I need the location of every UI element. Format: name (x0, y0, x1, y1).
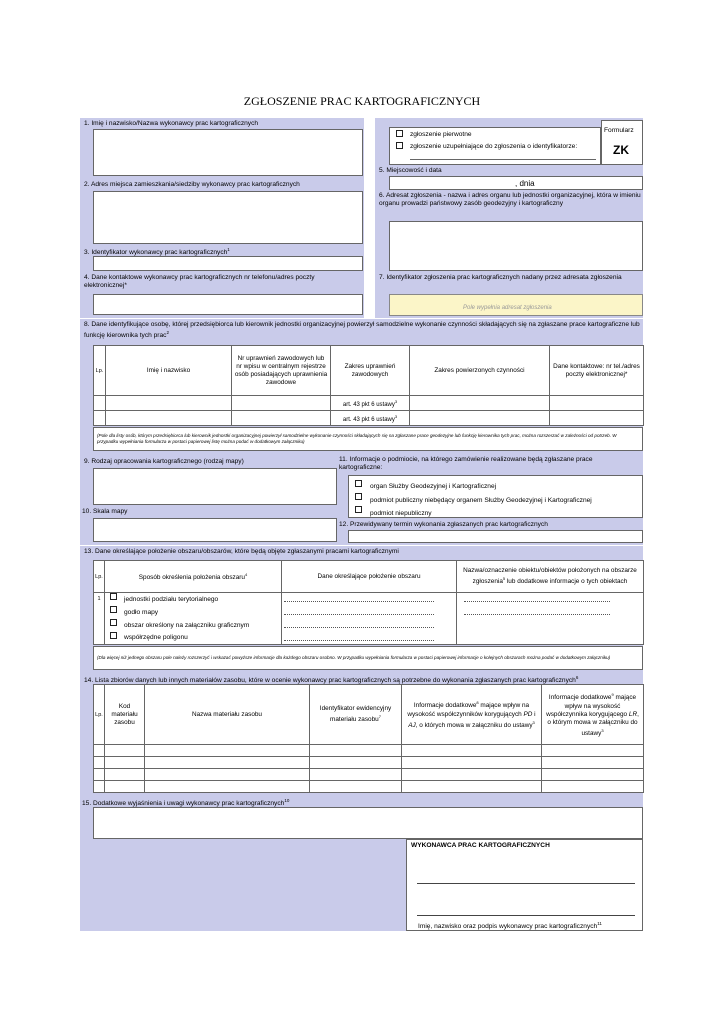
s15-field[interactable] (93, 807, 643, 839)
s13-col-nazwa (457, 561, 644, 593)
cell[interactable] (105, 781, 145, 793)
s8-col-kontakt: Dane kontaktowe: nr tel./adres poczty elektronicznej* (550, 346, 644, 396)
cell[interactable] (542, 757, 644, 769)
s14-sup: 6 (575, 675, 579, 680)
cell[interactable] (310, 745, 402, 757)
s13-opt-3: obszar określony na załączniku graficznym (124, 622, 250, 629)
cell[interactable] (94, 396, 106, 411)
cell[interactable] (105, 745, 145, 757)
s14-info9-sup: 9 (611, 692, 614, 698)
cell[interactable] (402, 745, 542, 757)
cell[interactable] (542, 769, 644, 781)
cell[interactable] (232, 411, 331, 426)
s13-row-no: 1 (94, 593, 105, 645)
s14-col-info9 (542, 685, 644, 745)
wykonawca-line-2[interactable] (417, 915, 635, 916)
art-text: art. 43 pkt 6 ustawy (342, 416, 395, 423)
s13-note: (Dla więcej niż jednego obszaru pole należy rozszerzyć i wskazać powyższe informacje dla każdego obszaru osobno. W przypadku wypełniania formularza w postaci papierowej informacje o kolejnych obszarach można podać w dodatkowym załączniku) (97, 655, 611, 660)
s9-field[interactable] (93, 468, 337, 505)
s8-table (93, 345, 644, 426)
formularz-code: ZK (613, 143, 629, 157)
s14-col-ident (310, 685, 402, 745)
wykonawca-sig (418, 920, 602, 931)
s13-opt-4: współrzędne poligonu (124, 634, 188, 641)
s14-info8-sup: 8 (476, 700, 479, 706)
s13-label: 13. Dane określające położenie obszaru/obszarów, które będą objęte zgłaszanymi pracami kartograficznymi (84, 548, 399, 555)
dots-dane-2[interactable] (284, 614, 434, 615)
s14-info8-b: mające wpływ na wysokość współczynników korygujących (407, 702, 530, 718)
cell[interactable] (94, 757, 105, 769)
table-row[interactable] (94, 396, 644, 411)
art-sup: 3 (394, 413, 398, 419)
s8-col-lp: Lp. (94, 346, 106, 396)
s8-col-czyn: Zakres powierzonych czynności (410, 346, 550, 396)
s14-info9-b: mające wpływ na wysokość współczynnika korygującego (546, 694, 637, 718)
art-cell (331, 411, 410, 426)
s14-aj: AJ (408, 721, 416, 729)
checkbox-s13-jednostki[interactable] (110, 593, 117, 600)
s14-pd: PD (523, 710, 533, 718)
s14-info8-sup2: 3 (532, 719, 535, 725)
wykonawca-label: WYKONAWCA PRAC KARTOGRAFICZNYCH (411, 842, 550, 849)
cell[interactable] (145, 769, 310, 781)
table-row[interactable] (94, 757, 644, 769)
s8-label (84, 321, 642, 340)
s4-field[interactable] (93, 294, 363, 315)
s3-text: 3. Identyfikator wykonawcy prac kartograficznych (84, 249, 228, 257)
s1-label: 1. Imię i nazwisko/Nazwa wykonawcy prac kartograficznych (84, 120, 259, 127)
s10-label: 10. Skala mapy (82, 508, 128, 515)
s14-info8-c: , o których mowa w załączniku do ustawy (415, 721, 533, 729)
s7-label: 7. Identyfikator zgłoszenia prac kartograficznych nadany przez adresata zgłoszenia (379, 274, 622, 281)
table-row[interactable] (94, 411, 644, 426)
art-sup: 3 (394, 398, 398, 404)
checkbox-s13-wspolrzedne[interactable] (110, 632, 117, 639)
opt-supp-label: zgłoszenie uzupełniające do zgłoszenia o identyfikatorze: (410, 143, 578, 150)
s11-opt-3: podmiot niepubliczny (370, 510, 432, 517)
wykonawca-sig-text: Imię, nazwisko oraz podpis wykonawcy prac kartograficznych (418, 923, 598, 931)
art-cell (331, 396, 410, 411)
formularz-label: Formularz (604, 127, 634, 134)
cell[interactable] (310, 781, 402, 793)
cell[interactable] (402, 781, 542, 793)
s2-field[interactable] (93, 191, 363, 244)
s14-header-row (94, 685, 644, 745)
cell[interactable] (550, 396, 644, 411)
s13-header-row (94, 561, 644, 593)
wykonawca-line-1[interactable] (417, 883, 635, 884)
s13-col-lp: Lp. (94, 561, 105, 593)
cell[interactable] (542, 745, 644, 757)
s8-col-reg: Nr uprawnień zawodowych lub nr wpisu w centralnym rejestrze osób posiadających uprawnienia zawodowe (232, 346, 331, 396)
s15-text: 15. Dodatkowe wyjaśnienia i uwagi wykonawcy prac kartograficznych (82, 800, 285, 808)
s4-label: 4. Dane kontaktowe wykonawcy prac kartograficznych nr telefonu/adres poczty elektronicznej* (84, 274, 315, 289)
s6-label: 6. Adresat zgłoszenia - nazwa i adres organu lub jednostki organizacyjnej, która w imieniu organu prowadzi państwowy zasób geodezyjny i kartograficzny (379, 192, 641, 207)
cell[interactable] (410, 411, 550, 426)
s13-col-dane: Dane określające położenie obszaru (282, 561, 457, 593)
cell[interactable] (550, 411, 644, 426)
cell[interactable] (94, 781, 105, 793)
s13-sposob-text: Sposób określenia położenia obszaru (138, 574, 245, 582)
s14-i: i (532, 710, 536, 718)
wykonawca-sig-sup: 11 (597, 921, 602, 926)
dots-nazwa-1[interactable] (464, 601, 610, 602)
cell[interactable] (94, 411, 106, 426)
s8-sup: 2 (166, 330, 169, 335)
s7-note: Pole wypełnia adresat zgłoszenia (463, 305, 552, 311)
s5-dnia: , dnia (515, 179, 535, 188)
cell[interactable] (145, 781, 310, 793)
table-row[interactable] (94, 769, 644, 781)
s14-col-lp: Lp. (94, 685, 105, 745)
s14-info9-a: Informacje dodatkowe (548, 694, 612, 702)
checkbox-supp[interactable] (396, 142, 403, 149)
checkbox-s11-private[interactable] (355, 506, 362, 513)
cell[interactable] (145, 745, 310, 757)
s10-field[interactable] (93, 518, 337, 542)
s13-opt-2: godło mapy (124, 609, 159, 616)
s13-nazwa-text: Nazwa/oznaczenie obiektu/obiektów położonych na obszarze zgłoszenia (463, 566, 637, 586)
s8-note: (Pole dla listy osób, którym przedsiębiorca lub kierownik jednostki organizacyjnej powierzył samodzielne wykonanie czynności składających się na zgłaszane prace geodezyjne lub funkcję kierownika tych prac, można rozszerzać w zależności od potrzeb. W przypadku wypełniania formularza w postaci papierowej listę można podać w dodatkowym załączniku) (97, 433, 617, 444)
checkbox-s11-public[interactable] (355, 493, 362, 500)
s14-info9-c: , o którym mowa w załączniku do ustawy (547, 710, 639, 737)
s6-field[interactable] (389, 221, 643, 271)
cell[interactable] (542, 781, 644, 793)
s14-info8-a: Informacje dodatkowe (413, 702, 477, 710)
cell[interactable] (105, 757, 145, 769)
checkbox-s13-obszar[interactable] (110, 619, 117, 626)
s14-info9-sup2: 3 (601, 727, 604, 733)
s13-col-sposob (105, 561, 282, 593)
s13-sposob-sup: 4 (245, 571, 248, 577)
s8-col-zakres: Zakres uprawnień zawodowych (331, 346, 410, 396)
s11-opt-2: podmiot publiczny niebędący organem Służby Geodezyjnej i Kartograficznej (370, 497, 592, 504)
s14-ident-text: Identyfikator ewidencyjny materiału zasobu (319, 704, 392, 724)
checkbox-s13-godlo[interactable] (110, 606, 117, 613)
wykonawca-box (406, 839, 643, 931)
s14-col-info8 (402, 685, 542, 745)
cell[interactable] (145, 757, 310, 769)
s8-header-row (94, 346, 644, 396)
s13-opt-1: jednostki podziału terytorialnego (124, 596, 219, 603)
s12-field[interactable] (348, 530, 643, 543)
s14-col-nazwa: Nazwa materiału zasobu (145, 685, 310, 745)
checkbox-first[interactable] (396, 130, 403, 137)
s5-label: 5. Miejscowość i data (379, 167, 442, 174)
dots-nazwa-2[interactable] (464, 614, 610, 615)
s11-opt-1: organ Służby Geodezyjnej i Kartograficznej (370, 483, 497, 490)
cell[interactable] (310, 769, 402, 781)
s9-label: 9. Rodzaj opracowania kartograficznego (rodzaj mapy) (84, 458, 244, 465)
cell[interactable] (402, 757, 542, 769)
s3-field[interactable] (93, 256, 363, 271)
opt-first-label: zgłoszenie pierwotne (410, 131, 472, 138)
s14-text: 14. Lista zbiorów danych lub innych materiałów zasobu, które w ocenie wykonawcy prac kartograficznych są potrzebne do wykonania zgłaszanych prac kartograficznych (84, 677, 576, 685)
s1-field[interactable] (93, 129, 363, 176)
s8-col-name: Imię i nazwisko (106, 346, 232, 396)
cell[interactable] (232, 396, 331, 411)
dots-dane-3[interactable] (284, 627, 434, 628)
s12-label: 12. Przewidywany termin wykonania zgłaszanych prac kartograficznych (339, 521, 548, 528)
dots-dane-4[interactable] (284, 640, 434, 641)
s3-sup: 1 (227, 247, 230, 252)
s15-sup: 10 (284, 798, 290, 803)
table-row[interactable] (94, 781, 644, 793)
checkbox-s11-organ[interactable] (355, 480, 362, 487)
cell[interactable] (106, 396, 232, 411)
dots-dane-1[interactable] (284, 601, 434, 602)
page-title: ZGŁOSZENIE PRAC KARTOGRAFICZNYCH (243, 94, 481, 108)
s13-nazwa-text2: lub dodatkowe informacje o tych obiektach (505, 578, 628, 586)
s14-col-kod: Kod materiału zasobu (105, 685, 145, 745)
s14-lr: LR (628, 710, 638, 718)
s8-text: 8. Dane identyfikujące osobę, której przedsiębiorca lub kierownik jednostki organizacyjnej powierzył samodzielne wykonanie czynności składających się na zgłaszane prace kartograficzne lub funkcję kierownika tych prac (84, 321, 640, 340)
s14-table (93, 684, 644, 793)
cell[interactable] (410, 396, 550, 411)
s14-ident-sup: 7 (378, 713, 381, 719)
cell[interactable] (105, 769, 145, 781)
art-text: art. 43 pkt 6 ustawy (342, 401, 395, 408)
supp-id-line[interactable] (410, 159, 596, 160)
s11-label: 11. Informacje o podmiocie, na którego zamówienie realizowane będą zgłaszane prace kartograficzne: (339, 456, 593, 471)
table-row[interactable] (94, 745, 644, 757)
cell[interactable] (310, 757, 402, 769)
cell[interactable] (402, 769, 542, 781)
s13-nazwa-sup: 5 (502, 575, 506, 581)
cell[interactable] (94, 745, 105, 757)
cell[interactable] (106, 411, 232, 426)
cell[interactable] (94, 769, 105, 781)
s2-label: 2. Adres miejsca zamieszkania/siedziby wykonawcy prac kartograficznych (84, 181, 300, 188)
